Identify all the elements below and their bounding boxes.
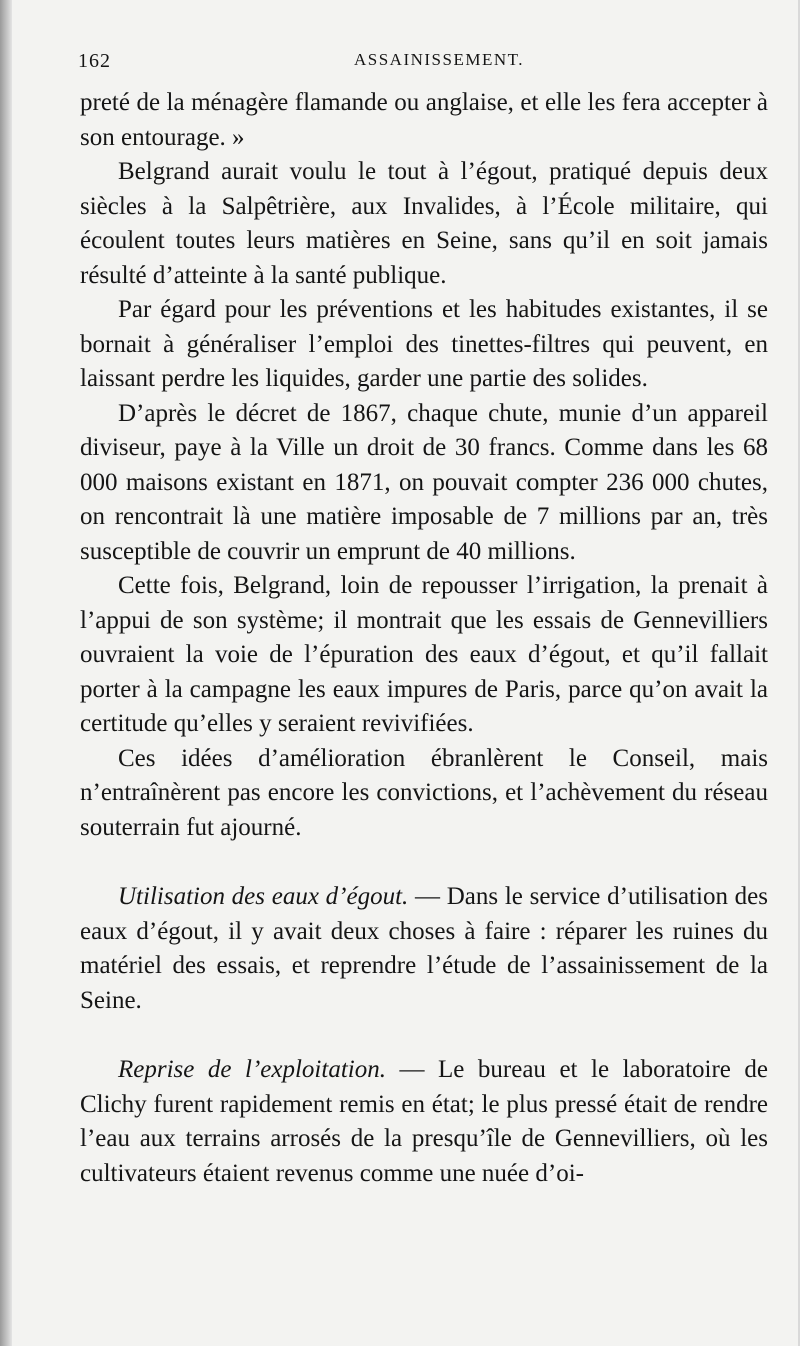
- section-title-utilisation: Utilisation des eaux d’égout.: [118, 883, 409, 910]
- running-head: ASSAINISSEMENT.: [354, 50, 525, 69]
- paragraph-utilisation: [80, 880, 768, 1018]
- paragraph-continuation: preté de la ménagère flamande ou anglaise, et elle les fera accepter à son entourage. »: [80, 89, 768, 151]
- section-title-reprise: Reprise de l’exploitation.: [118, 1056, 386, 1083]
- paragraph-conseil: Ces idées d’amélioration ébranlèrent le Conseil, mais n’entraînèrent pas encore les convictions, et l’achèvement du réseau souterrain fut ajourné.: [80, 744, 768, 841]
- paragraph-decret: D’après le décret de 1867, chaque chute, munie d’un appareil diviseur, paye à la Ville un droit de 30 francs. Comme dans les 68 000 maisons existant en 1871, on pouvait compter 236 000 chutes, on rencontrait là une matière imposable de 7 millions par an, très susceptible de couvrir un emprunt de 40 millions.: [80, 399, 768, 565]
- paragraph-belgrand: Belgrand aurait voulu le tout à l’égout, pratiqué depuis deux siècles à la Salpêtrière, aux Invalides, à l’École militaire, qui écoulent toutes leurs matières en Seine, sans qu’il en soit jamais résulté d’atteinte à la santé publique.: [80, 158, 768, 289]
- paragraph-irrigation: Cette fois, Belgrand, loin de repousser l’irrigation, la prenait à l’appui de son système; il montrait que les essais de Gennevilliers ouvraient la voie de l’épuration des eaux d’égout, et qu’il fallait porter à la campagne les eaux impures de Paris, parce qu’on avait la certitude qu’elles y seraient revivifiées.: [80, 572, 768, 737]
- paragraph-preventions: Par égard pour les préventions et les habitudes existantes, il se bornait à généraliser l’emploi des tinettes-filtres qui peuvent, en laissant perdre les liquides, garder une partie des solides.: [80, 296, 768, 392]
- paragraph-reprise-text: — Le bureau et le laboratoire de Clichy furent rapidement remis en état; le plus pressé était de rendre l’eau aux terrains arrosés de la presqu’île de Gennevilliers, où les cultivateurs étaient revenus comme une nuée d’oi-: [80, 1056, 769, 1187]
- paragraph-reprise: [80, 1053, 768, 1191]
- paragraph-utilisation-text: — Dans le service d’utilisation des eaux d’égout, il y avait deux choses à faire : réparer les ruines du matériel des essais, et reprendre l’étude de l’assainissement de la Seine.: [80, 883, 768, 1014]
- page-number: 162: [78, 50, 111, 72]
- page-header: [78, 50, 778, 78]
- body-text: [80, 86, 768, 1191]
- page-edge-shadow: [0, 0, 12, 1346]
